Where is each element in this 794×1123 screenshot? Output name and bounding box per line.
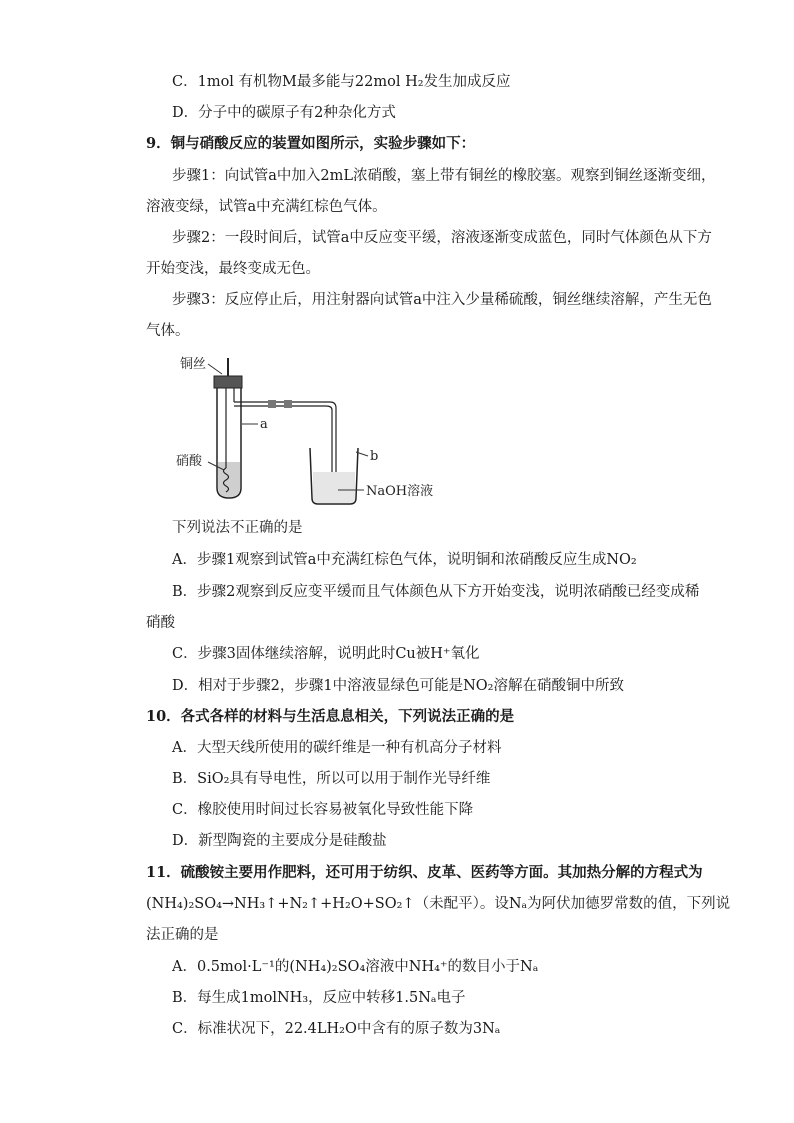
q10-option-a[interactable]: A．大型天线所使用的碳纤维是一种有机高分子材料 (172, 740, 502, 756)
label-copper-wire: 铜丝 (180, 357, 207, 372)
q9-step3-line1: 步骤3：反应停止后，用注射器向试管a中注入少量稀硫酸，铜丝继续溶解，产生无色 (172, 292, 712, 308)
q9-step2-line1: 步骤2：一段时间后，试管a中反应变平缓，溶液逐渐变成蓝色，同时气体颜色从下方 (172, 230, 712, 246)
q11-stem-line1: 11．硫酸铵主要用作肥料，还可用于纺织、皮革、医药等方面。其加热分解的方程式为 (146, 864, 703, 881)
tube-joint-2 (284, 400, 292, 408)
rubber-stopper (214, 376, 242, 388)
apparatus-diagram (170, 350, 450, 510)
q9-step1-line1: 步骤1：向试管a中加入2mL浓硝酸，塞上带有铜丝的橡胶塞。观察到铜丝逐渐变细， (172, 168, 716, 184)
tube-joint-1 (268, 400, 276, 408)
q9-stem: 9．铜与硝酸反应的装置如图所示，实验步骤如下： (146, 135, 476, 152)
q9-option-b-line2[interactable]: 硝酸 (146, 615, 175, 631)
q10-option-c[interactable]: C．橡胶使用时间过长容易被氧化导致性能下降 (172, 802, 474, 818)
q10-option-b[interactable]: B．SiO₂具有导电性，所以可以用于制作光导纤维 (172, 771, 491, 787)
label-nitric-acid: 硝酸 (176, 454, 203, 469)
label-a: a (260, 417, 268, 432)
q11-stem-line3: 法正确的是 (146, 927, 219, 943)
q9-option-a[interactable]: A．步骤1观察到试管a中充满红棕色气体，说明铜和浓硝酸反应生成NO₂ (172, 552, 637, 568)
q9-step3-line2: 气体。 (146, 323, 190, 339)
q11-option-b[interactable]: B．每生成1molNH₃，反应中转移1.5Nₐ电子 (172, 990, 466, 1006)
label-b: b (370, 449, 379, 464)
q9-question: 下列说法不正确的是 (172, 520, 303, 536)
q11-option-a[interactable]: A．0.5mol·L⁻¹的(NH₄)₂SO₄溶液中NH₄⁺的数目小于Nₐ (172, 959, 539, 975)
label-naoh-solution: NaOH溶液 (366, 484, 434, 499)
q9-option-c[interactable]: C．步骤3固体继续溶解，说明此时Cu被H⁺氧化 (172, 646, 480, 662)
q9-option-b-line1[interactable]: B．步骤2观察到反应变平缓而且气体颜色从下方开始变浅，说明浓硝酸已经变成稀 (172, 584, 700, 600)
apparatus-svg (170, 350, 450, 510)
q11-option-c[interactable]: C．标准状况下，22.4LH₂O中含有的原子数为3Nₐ (172, 1021, 501, 1037)
leader-wire (208, 364, 222, 374)
q10-option-d[interactable]: D．新型陶瓷的主要成分是硅酸盐 (172, 833, 387, 849)
q9-option-d[interactable]: D．相对于步骤2，步骤1中溶液显绿色可能是NO₂溶解在硝酸铜中所致 (172, 678, 624, 694)
q8-option-c[interactable]: C．1mol 有机物M最多能与22mol H₂发生加成反应 (172, 74, 511, 90)
q9-step1-line2: 溶液变绿，试管a中充满红棕色气体。 (146, 199, 387, 215)
naoh-liquid (313, 472, 355, 503)
q11-stem-line2: (NH₄)₂SO₄→NH₃↑+N₂↑+H₂O+SO₂↑（未配平）。设Nₐ为阿伏加德罗常数的值，下列说 (146, 896, 731, 912)
q9-step2-line2: 开始变浅，最终变成无色。 (146, 261, 320, 277)
q10-stem: 10．各式各样的材料与生活息息相关，下列说法正确的是 (146, 708, 515, 725)
q8-option-d[interactable]: D．分子中的碳原子有2种杂化方式 (172, 105, 396, 121)
acid-liquid (218, 462, 240, 497)
